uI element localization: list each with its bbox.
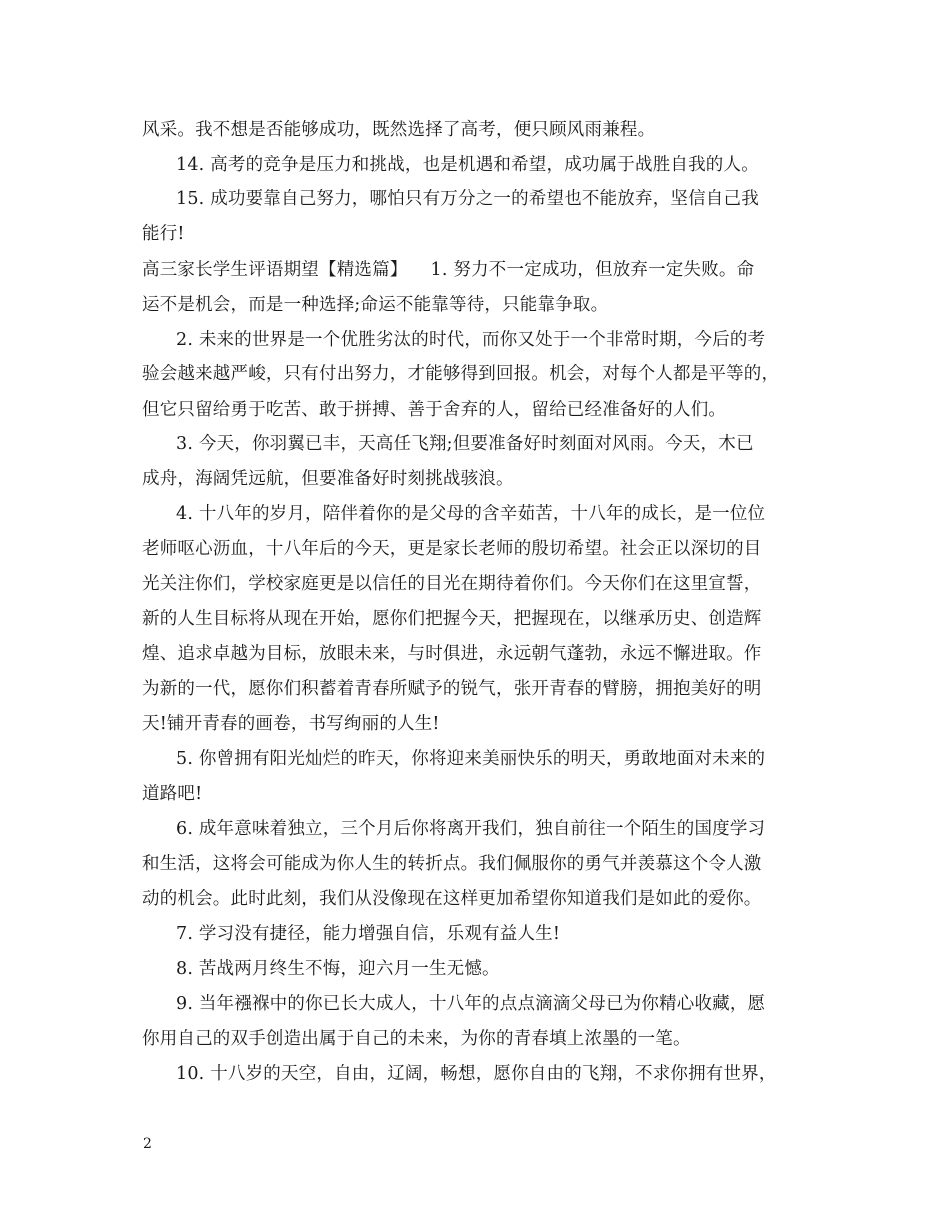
text-line: 10. 十八岁的天空，自由，辽阔，畅想，愿你自由的飞翔，不求你拥有世界， xyxy=(176,1064,777,1084)
text-line: 14. 高考的竞争是压力和挑战，也是机遇和希望，成功属于战胜自我的人。 xyxy=(176,155,759,175)
text-line: 9. 当年襁褓中的你已长大成人，十八年的点点滴滴父母已为你精心收藏，愿 xyxy=(176,994,766,1014)
text-line: 为新的一代，愿你们积蓄着青春所赋予的锐气，张开青春的臂膀，拥抱美好的明 xyxy=(142,679,762,699)
text-line: 煌、追求卓越为目标，放眼未来，与时俱进，永远朝气蓬勃，永远不懈进取。作 xyxy=(142,644,762,664)
text-line: 15. 成功要靠自己努力，哪怕只有万分之一的希望也不能放弃，坚信自己我 xyxy=(176,189,759,209)
text-line: 风采。我不想是否能够成功，既然选择了高考，便只顾风雨兼程。 xyxy=(142,120,656,140)
text-line: 能行! xyxy=(142,224,185,244)
section-heading-line: 高三家长学生评语期望【精选篇】 1. 努力不一定成功，但放弃一定失败。命 xyxy=(142,260,755,280)
text-line: 7. 学习没有捷径，能力增强自信，乐观有益人生! xyxy=(176,924,561,944)
text-line: 验会越来越严峻，只有付出努力，才能够得到回报。机会，对每个人都是平等的， xyxy=(142,364,780,384)
text-line: 成舟，海阔凭远航，但要准备好时刻挑战骇浪。 xyxy=(142,469,514,489)
text-line: 老师呕心沥血，十八年后的今天，更是家长老师的殷切希望。社会正以深切的目 xyxy=(142,539,762,559)
text-line: 4. 十八年的岁月，陪伴着你的是父母的含辛茹苦，十八年的成长，是一位位 xyxy=(176,504,766,524)
text-line: 3. 今天，你羽翼已丰，天高任飞翔;但要准备好时刻面对风雨。今天，木已 xyxy=(176,434,754,454)
text-line: 2. 未来的世界是一个优胜劣汰的时代，而你又处于一个非常时期，今后的考 xyxy=(176,330,766,350)
text-line: 和生活，这将会可能成为你人生的转折点。我们佩服你的勇气并羡慕这个令人激 xyxy=(142,854,762,874)
text-line: 动的机会。此时此刻，我们从没像现在这样更加希望你知道我们是如此的爱你。 xyxy=(142,889,762,909)
text-line: 6. 成年意味着独立，三个月后你将离开我们，独自前往一个陌生的国度学习 xyxy=(176,819,766,839)
text-line: 但它只留给勇于吃苦、敢于拼搏、善于舍弃的人，留给已经准备好的人们。 xyxy=(142,400,727,420)
page-number: 2 xyxy=(143,1136,152,1152)
text-line: 光关注你们，学校家庭更是以信任的目光在期待着你们。今天你们在这里宣誓， xyxy=(142,574,762,594)
text-line: 新的人生目标将从现在开始，愿你们把握今天，把握现在，以继承历史、创造辉 xyxy=(142,609,762,629)
text-line: 你用自己的双手创造出属于自己的未来，为你的青春填上浓墨的一笔。 xyxy=(142,1029,691,1049)
text-line: 8. 苦战两月终生不悔，迎六月一生无憾。 xyxy=(176,959,500,979)
text-line: 天!铺开青春的画卷，书写绚丽的人生! xyxy=(142,714,440,734)
text-line: 道路吧! xyxy=(142,784,203,804)
text-line: 5. 你曾拥有阳光灿烂的昨天，你将迎来美丽快乐的明天，勇敢地面对未来的 xyxy=(176,749,766,769)
text-line: 运不是机会，而是一种选择;命运不能靠等待，只能靠争取。 xyxy=(142,295,609,315)
